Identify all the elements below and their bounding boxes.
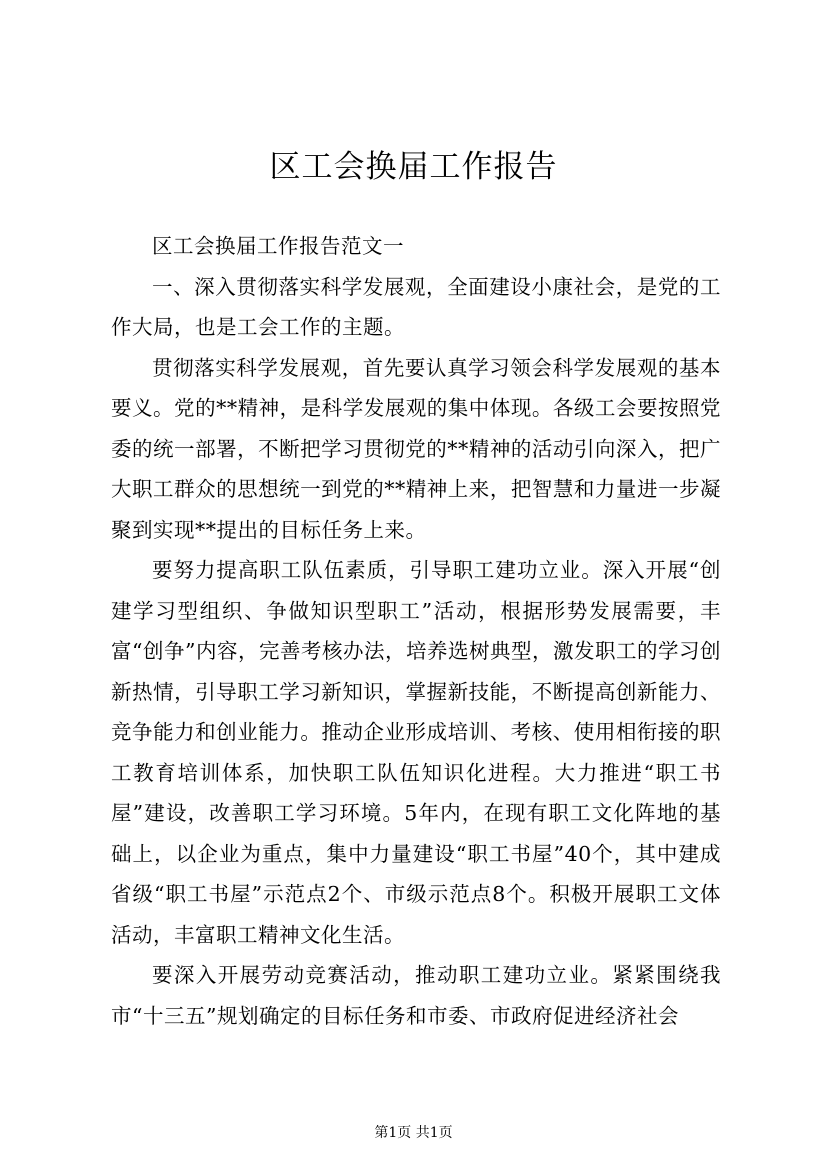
page-footer: 第1页 共1页 xyxy=(374,1125,453,1141)
paragraph-2: 贯彻落实科学发展观，首先要认真学习领会科学发展观的基本要义。党的**精神，是科学发展观的集中体现。各级工会要按照党委的统一部署，不断把学习贯彻党的**精神的活动引向深入，把广大职工群众的思想统一到党的**精神上来，把智慧和力量进一步凝聚到实现**提出的目标任务上来。 xyxy=(111,355,721,542)
document-body xyxy=(111,226,721,1036)
document-subtitle: 区工会换届工作报告范文一 xyxy=(152,234,404,258)
document-title: 区工会换届工作报告 xyxy=(269,149,558,185)
paragraph-3: 要努力提高职工队伍素质，引导职工建功立业。深入开展“创建学习型组织、争做知识型职工”活动，根据形势发展需要，丰富“创争”内容，完善考核办法，培养选树典型，激发职工的学习创新热情，引导职工学习新知识，掌握新技能，不断提高创新能力、竞争能力和创业能力。推动企业形成培训、考核、使用相衔接的职工教育培训体系，加快职工队伍知识化进程。大力推进“职工书屋”建设，改善职工学习环境。5年内，在现有职工文化阵地的基础上，以企业为重点，集中力量建设“职工书屋”40个，其中建成省级“职工书屋”示范点2个、市级示范点8个。积极开展职工文体活动，丰富职工精神文化生活。 xyxy=(111,558,721,947)
paragraph-4: 要深入开展劳动竞赛活动，推动职工建功立业。紧紧围绕我市“十三五”规划确定的目标任务和市委、市政府促进经济社会 xyxy=(111,963,721,1028)
paragraph-1: 一、深入贯彻落实科学发展观，全面建设小康社会，是党的工作大局，也是工会工作的主题。 xyxy=(111,274,721,339)
